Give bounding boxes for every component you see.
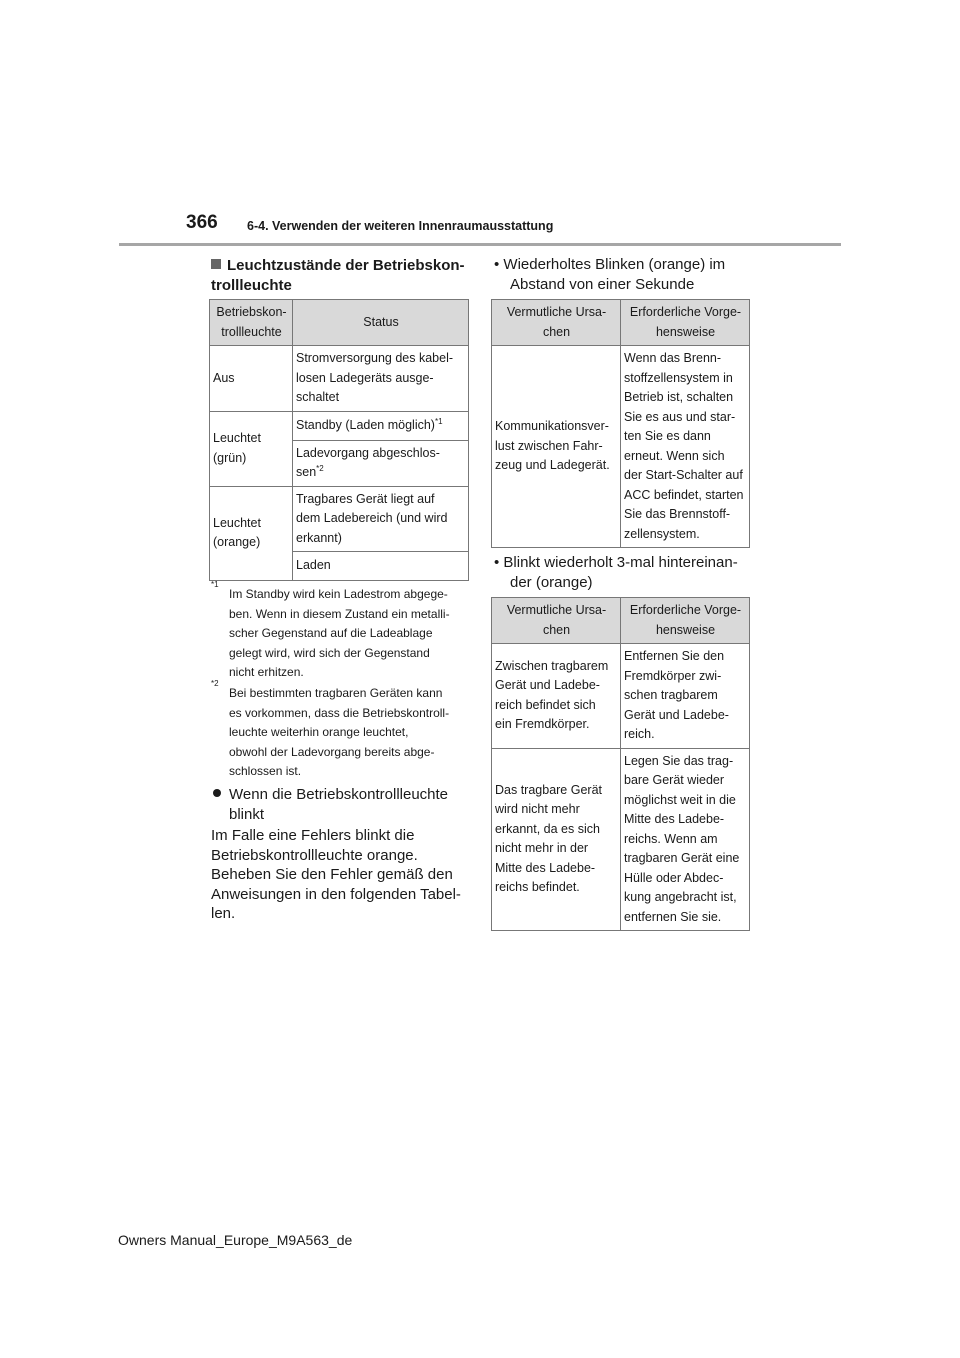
table-row <box>492 748 750 931</box>
bullet-icon <box>213 789 221 797</box>
table-cell: Leuchtet (orange) <box>210 486 293 581</box>
table-cell: Aus <box>210 346 293 412</box>
table-header-cell: Erforderliche Vorge- hensweise <box>621 598 750 644</box>
table-cell: Entfernen Sie den Fremdkörper zwi- schen tragbarem Gerät und Ladebe- reich. <box>621 644 750 749</box>
square-bullet-icon <box>211 259 221 269</box>
table-header-cell: Erforderliche Vorge- hensweise <box>621 300 750 346</box>
bullet-heading: Wenn die Betriebskontrollleuchte blinkt <box>213 785 475 824</box>
footnote-ref: *1 <box>434 416 443 426</box>
table-cell: Kommunikationsver- lust zwischen Fahr- zeug und Ladegerät. <box>492 346 621 548</box>
table-row <box>210 486 469 552</box>
heading-line: trollleuchte <box>211 277 292 294</box>
table-cell: Standby (Laden möglich)$^{*1}$ <box>293 411 469 440</box>
table-cell: Leuchtet (grün) <box>210 411 293 486</box>
table-cell: Laden <box>293 552 469 581</box>
table-cell: Wenn das Brenn- stoffzellensystem in Betrieb ist, schalten Sie es aus und star- ten Sie es dann erneut. Wenn sich der Start-Schalter auf ACC befindet, starten Sie das Brennstoff- zellensystem. <box>621 346 750 548</box>
table-cell: Zwischen tragbarem Gerät und Ladebe- reich befindet sich ein Fremdkörper. <box>492 644 621 749</box>
table-row <box>492 346 750 548</box>
header-divider <box>119 243 841 246</box>
footnote: *1 Im Standby wird kein Ladestrom abgege- ben. Wenn in diesem Zustand ein metalli- scher Gegenstand auf die Ladeablage gelegt wird, wird sich der Gegenstand nicht erhitzen. <box>211 580 450 679</box>
table-header-cell: Status <box>293 300 469 346</box>
table-header-cell: Vermutliche Ursa- chen <box>492 300 621 346</box>
page-number: 366 <box>186 212 218 233</box>
heading-line: Leuchtzustände der Betriebskon- <box>227 257 465 274</box>
table-row <box>210 346 469 412</box>
table-header-cell: Vermutliche Ursa- chen <box>492 598 621 644</box>
subsection-heading <box>211 256 471 296</box>
footnote: *2 Bei bestimmten tragbaren Geräten kann es vorkommen, dass die Betriebskontroll- leuchte weiterhin orange leuchtet, obwohl der Ladevorgang bereits abge- schlossen ist. <box>211 679 450 778</box>
section-title: 6-4. Verwenden der weiteren Innenraumausstattung <box>247 219 554 233</box>
instruction-paragraph: Im Falle eine Fehlers blinkt die Betriebskontrollleuchte orange. Beheben Sie den Fehler gemäß den Anweisungen in den folgenden Tabel- len. <box>211 827 461 922</box>
table-cell: Ladevorgang abgeschlos- sen$^{*2}$ <box>293 440 469 486</box>
table-row <box>492 644 750 749</box>
table-cell: Tragbares Gerät liegt auf dem Ladebereich (und wird erkannt) <box>293 486 469 552</box>
blink-cause-table <box>491 299 750 548</box>
footer-text: Owners Manual_Europe_M9A563_de <box>118 1232 353 1248</box>
blink-cause-table <box>491 597 750 931</box>
table-row <box>210 411 469 440</box>
table-cell: Legen Sie das trag- bare Gerät wieder möglichst weit in die Mitte des Ladebe- reichs. Wenn am tragbaren Gerät eine Hülle oder Abdec- kung angebracht ist, entfernen Sie sie. <box>621 748 750 931</box>
list-item: • Wiederholtes Blinken (orange) im Abstand von einer Sekunde <box>494 256 726 293</box>
status-table <box>209 299 469 581</box>
list-item: • Blinkt wiederholt 3-mal hintereinan- der (orange) <box>494 554 738 591</box>
table-cell: Stromversorgung des kabel- losen Ladegeräts ausge- schaltet <box>293 346 469 412</box>
table-header-cell: Betriebskon- trollleuchte <box>210 300 293 346</box>
table-cell: Das tragbare Gerät wird nicht mehr erkannt, da es sich nicht mehr in der Mitte des Ladebe- reichs befindet. <box>492 748 621 931</box>
footnote-ref: *2 <box>316 463 324 473</box>
